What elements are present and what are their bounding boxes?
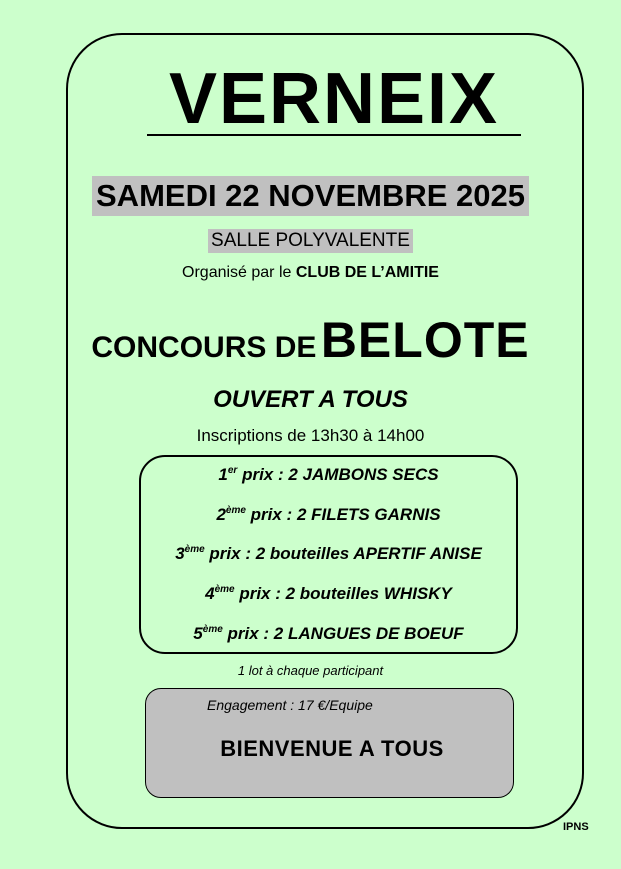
prize-rank-suffix: ème [225,505,246,516]
town-title: VERNEIX [147,64,521,136]
venue: SALLE POLYVALENTE [208,229,413,253]
prize-1 [139,464,518,486]
date-line [0,176,621,216]
prize-rank-suffix: er [227,465,238,476]
prize-rank: 5 [193,624,203,643]
prize-item: FILETS GARNIS [311,505,441,524]
prize-item: APERTIF ANISE [353,544,482,563]
organizer-prefix: Organisé par le [182,264,292,281]
prize-rank: 1 [218,465,228,484]
contest-prefix: CONCOURS DE [91,331,317,364]
prize-4 [139,583,518,605]
prize-prefix: prix : 2 bouteilles [209,544,350,563]
lot-note: 1 lot à chaque participant [237,663,384,678]
welcome-message: BIENVENUE A TOUS [220,736,444,761]
entry-fee: Engagement : 17 €/Equipe [207,697,373,713]
contest-title [0,312,621,381]
prize-2 [139,504,518,526]
prize-prefix: prix : 2 [227,624,284,643]
prize-rank: 3 [175,544,185,563]
organizer-name: CLUB DE L’AMITIE [295,264,439,281]
prize-prefix: prix : 2 [242,465,298,484]
prize-rank: 2 [216,505,226,524]
prize-5 [139,623,518,645]
prize-3 [139,543,518,565]
registration-hours: Inscriptions de 13h30 à 14h00 [196,426,425,445]
open-to-all: OUVERT A TOUS [213,386,408,413]
venue-line [0,229,621,253]
organizer-line [0,262,621,284]
prize-item: JAMBONS SECS [302,465,439,484]
prize-item: LANGUES DE BOEUF [288,624,464,643]
event-date: SAMEDI 22 NOVEMBRE 2025 [92,176,529,216]
prize-rank: 4 [205,584,215,603]
ipns-mark: IPNS [563,821,589,833]
prize-rank-suffix: ème [184,544,205,555]
prize-prefix: prix : 2 bouteilles [239,584,380,603]
prize-item: WHISKY [383,584,452,603]
prize-rank-suffix: ème [202,624,223,635]
prize-rank-suffix: ème [214,584,235,595]
prize-prefix: prix : 2 [250,505,307,524]
contest-game: BELOTE [320,312,530,368]
